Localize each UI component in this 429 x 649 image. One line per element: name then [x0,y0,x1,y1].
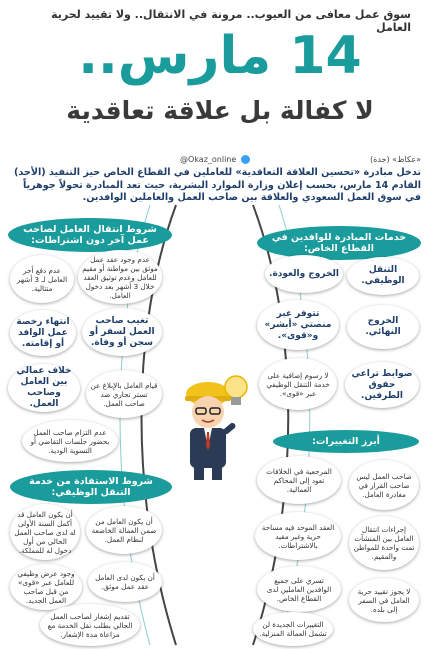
intro-paragraph: تدخل مبادرة «تحسين العلاقة التعاقدية» للعاملين في القطاع الخاص حيز التنفيذ (الأحد) القادم 14 مارس، بحسب إعلان وزارة الموارد البشرية، حيث تعد المبادرة تحولاً جوهرياً في سوق العمل السعودي والعلاقة بين صاحب العمل والعاملين الوافدين. [14,167,421,203]
transfer-item: تغيب صاحب العمل لسفر أو سجن أو وفاة. [82,308,162,356]
changes-item: إجراءات انتقال العامل بين المنشآت تمت واحدة للمواطن والمقيم. [349,516,419,570]
transfer-heading: شروط انتقال العامل لصاحب عمل آخر دون اشتراطات: [8,218,172,252]
transfer-item: عدم دفع أجر العامل لـ 3 أشهر متتالية. [10,255,74,303]
twitter-handle-text: @Okaz_online [180,155,237,164]
changes-item: العقد الموحد فيه مساحة حرية وغير مقيد بالاشتراطات. [255,512,341,560]
changes-heading: أبرز التغييرات: [273,430,419,453]
services-item: تتوفر عبر منصتي «أبشر» و«قوى». [257,300,339,350]
changes-item: لا يجوز تقييد حرية العامل في السفر إلى بلده. [349,578,419,622]
services-heading: خدمات المبادرة للوافدين في القطاع الخاص: [257,226,421,260]
benefit-item: أن يكون العامل من ضمن العمالة الخاضعة لنظام العمل. [86,506,162,554]
transfer-item: عدم وجود عقد عمل موثق بين مواطنة أو مقيم للعامل وعدم توثيق العقد خلال 3 أشهر بعد دخول العامل. [78,250,162,304]
benefit-heading: شروط الاستفادة من خدمة التنقل الوظيفي: [10,470,172,504]
twitter-icon [241,155,250,164]
changes-item: تسري على جميع الوافدين العاملين لدى القطاع الخاص. [257,566,341,612]
changes-item: صاحب العمل ليس صاحب القرار في مغادرة العامل. [349,460,419,510]
changes-item: المرجعية في الخلافات تعود إلى المحاكم العمالية. [257,456,341,504]
source-credit: «عكاظ» (جدة) [370,155,421,164]
page-subtitle: لا كفالة بل علاقة تعاقدية [66,96,374,125]
twitter-handle [180,155,250,164]
services-item: لا رسوم إضافية على خدمة التنقل الوظيفي عبر «قوى». [259,358,337,410]
tagline: سوق عمل معافى من العيوب.. مرونة في الانتقال.. ولا تقييد لحرية العامل [51,8,411,34]
page-title: 14 مارس.. [78,26,362,86]
transfer-item: خلاف عمالي بين العامل وصاحب العمل. [8,364,80,412]
benefit-item: تقديم إشعار لصاحب العمل الحالي بطلب نقل الخدمة مع مراعاة مدة الإشعار. [40,604,140,646]
benefit-item: أن يكون لدى العامل عقد عمل موثق. [88,562,162,602]
services-item: التنقل الوظيفي. [347,257,419,295]
services-item: الخروج والعودة. [265,255,343,293]
services-item: الخروج النهائي. [347,305,419,349]
transfer-item: انتهاء رخصة عمل الوافد أو إقامته. [10,310,76,356]
lightbulb-icon [222,374,250,410]
benefit-item: أن يكون العامل قد أكمل السنة الأولى له لدى صاحب العمل الحالي من أول دخول له للمملكة. [10,504,80,560]
transfer-item: عدم التزام صاحب العمل بحضور جلسات التقاضي أو التسوية الودية. [22,420,118,462]
transfer-item: قيام العامل بالإبلاغ عن تستر تجاري ضد صاحب العمل. [86,370,162,418]
services-item: ضوابط تراعي حقوق الطرفين. [345,362,419,408]
benefit-item: وجود عرض وظيفي للعامل عبر «قوى» من قبل صاحب العمل الجديد. [10,564,82,610]
changes-item: التغييرات الجديدة لن تشمل العمالة المنزلية. [253,612,333,646]
